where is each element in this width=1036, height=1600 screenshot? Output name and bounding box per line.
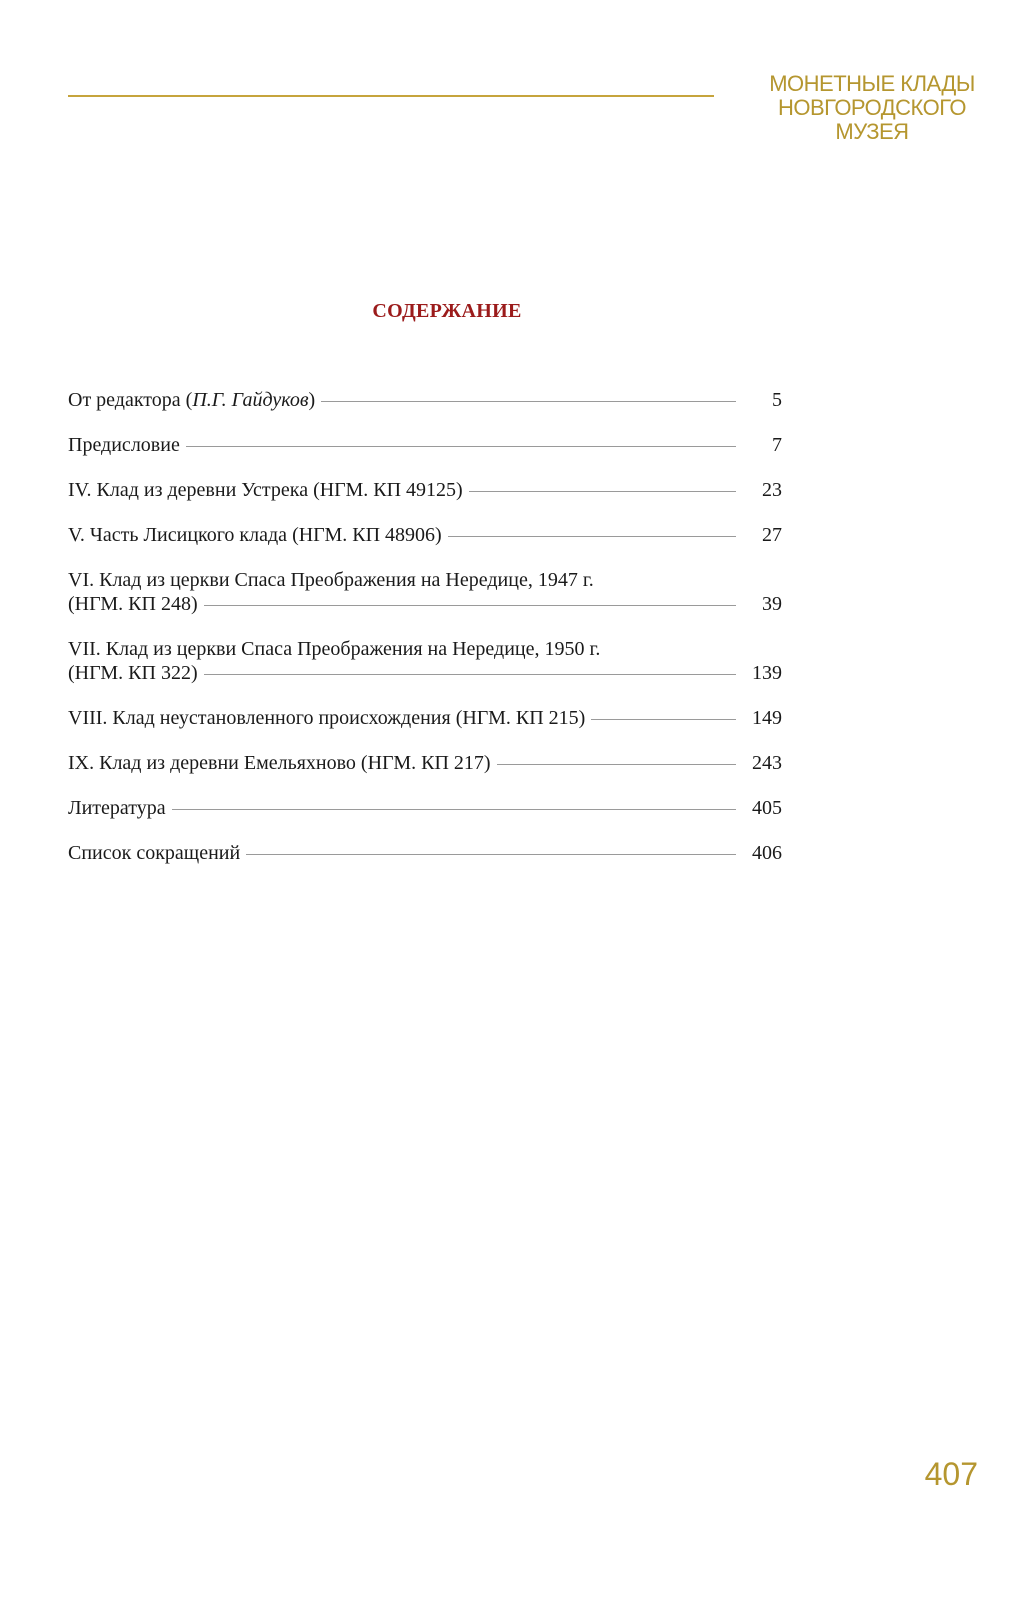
dot-leader [172, 809, 736, 810]
toc-entry[interactable] [68, 388, 782, 412]
toc-entry-page: 405 [752, 797, 782, 819]
dot-leader [469, 491, 736, 492]
toc-entry[interactable] [68, 637, 782, 685]
toc-entry-title: VI. Клад из церкви Спаса Преображения на Нередице, 1947 г. [68, 569, 594, 591]
dot-leader [186, 446, 736, 447]
toc-entry[interactable] [68, 706, 782, 730]
toc-entry-title: IV. Клад из деревни Устрека (НГМ. КП 49125) [68, 479, 463, 501]
toc-entry-title-continued: (НГМ. КП 248) [68, 593, 198, 615]
dot-leader [591, 719, 736, 720]
toc-entry-page: 406 [752, 842, 782, 864]
toc-entry-page: 23 [762, 479, 782, 501]
page-number: 407 [924, 1456, 978, 1492]
toc-entry-page: 139 [752, 662, 782, 684]
toc-heading: СОДЕРЖАНИЕ [372, 300, 522, 322]
toc-entry-author: П.Г. Гайдуков [192, 389, 309, 411]
toc-entry-page: 27 [762, 524, 782, 546]
toc-entry-page: 5 [772, 389, 782, 411]
dot-leader [448, 536, 736, 537]
series-title-line: МУЗЕЯ [835, 119, 909, 144]
toc-entry-title: Литература [68, 797, 166, 819]
toc-entry-title: Предисловие [68, 434, 180, 456]
toc-entry-title: VIII. Клад неустановленного происхождения (НГМ. КП 215) [68, 707, 586, 729]
dot-leader [204, 674, 736, 675]
series-title-line: МОНЕТНЫЕ КЛАДЫ [769, 71, 975, 96]
series-title [750, 72, 994, 144]
toc-entry[interactable] [68, 523, 782, 547]
toc-entry-page: 149 [752, 707, 782, 729]
toc-entry[interactable] [68, 796, 782, 820]
dot-leader [204, 605, 736, 606]
dot-leader [497, 764, 736, 765]
toc-entry[interactable] [68, 568, 782, 616]
toc-entry-title: VII. Клад из церкви Спаса Преображения на Нередице, 1950 г. [68, 638, 601, 660]
toc-entry[interactable] [68, 841, 782, 865]
toc-entry-page: 7 [772, 434, 782, 456]
dot-leader [321, 401, 736, 402]
header-rule [68, 95, 714, 97]
toc-entry[interactable] [68, 478, 782, 502]
toc-entry-page: 243 [752, 752, 782, 774]
toc-entry-title: IX. Клад из деревни Емельяхново (НГМ. КП 217) [68, 752, 491, 774]
table-of-contents [68, 388, 782, 865]
toc-entry-title-continued: (НГМ. КП 322) [68, 662, 198, 684]
toc-entry[interactable] [68, 433, 782, 457]
dot-leader [246, 854, 736, 855]
toc-entry-title: V. Часть Лисицкого клада (НГМ. КП 48906) [68, 524, 442, 546]
toc-entry-title: Список сокращений [68, 842, 241, 864]
toc-entry[interactable] [68, 751, 782, 775]
toc-entry-page: 39 [762, 593, 782, 615]
toc-entry-title: От редактора (П.Г. Гайдуков) [68, 389, 316, 411]
series-title-line: НОВГОРОДСКОГО [777, 95, 967, 120]
